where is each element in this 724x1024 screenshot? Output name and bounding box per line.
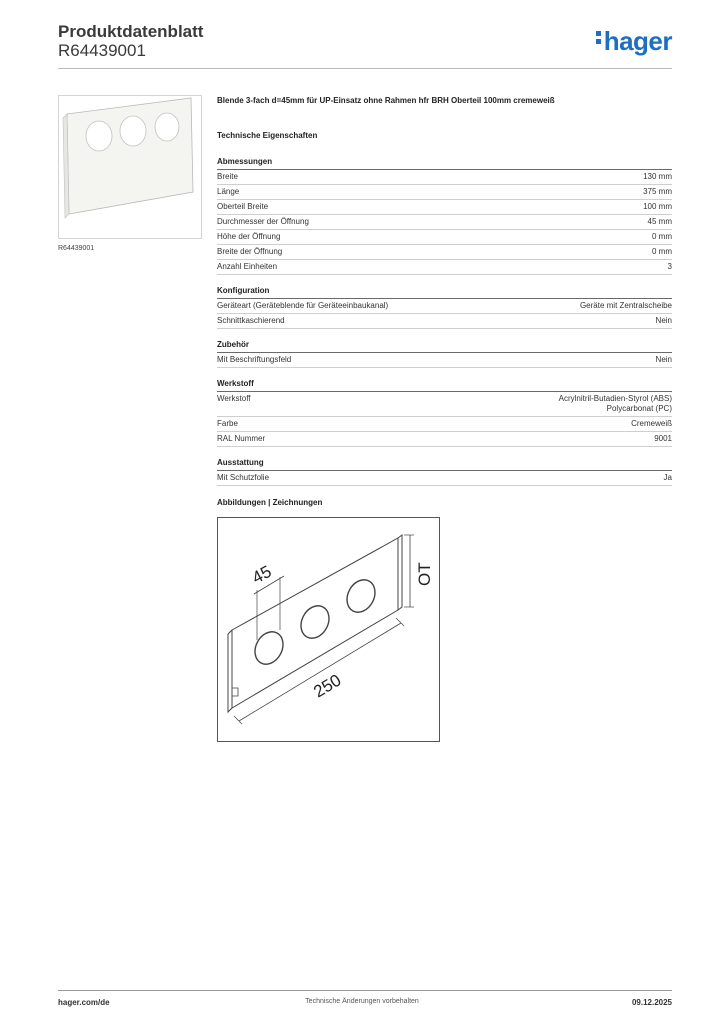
tech-properties-heading: Technische Eigenschaften [217, 131, 318, 140]
property-row [217, 260, 672, 275]
group-dimensions [217, 156, 672, 275]
logo-dots-icon [596, 31, 601, 47]
property-value: 0 mm [652, 232, 672, 241]
property-value: 375 mm [643, 187, 672, 196]
property-label: Breite [217, 172, 238, 181]
product-number: R64439001 [58, 41, 146, 60]
property-label: Oberteil Breite [217, 202, 269, 211]
property-row [217, 170, 672, 185]
property-value: Cremeweiß [631, 419, 672, 428]
property-row [217, 392, 672, 417]
property-row [217, 417, 672, 432]
property-row [217, 314, 672, 329]
property-row [217, 245, 672, 260]
dim-opening-label: 45 [248, 561, 275, 588]
page-header [58, 22, 672, 70]
property-label: Durchmesser der Öffnung [217, 217, 309, 226]
group-equipment [217, 457, 672, 486]
property-row [217, 353, 672, 368]
property-value: 9001 [654, 434, 672, 443]
property-label: Werkstoff [217, 394, 251, 403]
product-image [58, 95, 202, 239]
property-row [217, 299, 672, 314]
property-value: Nein [655, 316, 672, 325]
property-value: 3 [667, 262, 672, 271]
group-title: Werkstoff [217, 378, 672, 392]
property-value-line: Acrylnitril-Butadien-Styrol (ABS) [558, 394, 672, 403]
property-label: Anzahl Einheiten [217, 262, 278, 271]
property-value: 100 mm [643, 202, 672, 211]
group-title: Abmessungen [217, 156, 672, 170]
property-label: Länge [217, 187, 240, 196]
group-title: Konfiguration [217, 285, 672, 299]
footer-date: 09.12.2025 [631, 998, 672, 1007]
property-label: Farbe [217, 419, 238, 428]
group-accessories [217, 339, 672, 368]
property-value: 45 mm [647, 217, 672, 226]
property-value: Geräte mit Zentralscheibe [579, 301, 672, 310]
group-title: Ausstattung [217, 457, 672, 471]
dim-height-label: OT [415, 562, 434, 586]
property-label: RAL Nummer [217, 434, 266, 443]
image-caption: R64439001 [58, 245, 95, 252]
document-title: Produktdatenblatt [58, 22, 204, 41]
technical-drawing [217, 517, 440, 742]
footer-notice: Technische Änderungen vorbehalten [305, 998, 419, 1005]
logo-text: hager [603, 26, 672, 56]
product-details [217, 94, 672, 496]
property-row [217, 230, 672, 245]
property-value: 130 mm [643, 172, 672, 181]
property-label: Höhe der Öffnung [217, 232, 281, 241]
group-title: Zubehör [217, 339, 672, 353]
property-value-line: Polycarbonat (PC) [606, 404, 672, 413]
property-row [217, 215, 672, 230]
property-row [217, 200, 672, 215]
property-value [559, 394, 672, 414]
dim-length-label: 250 [310, 670, 345, 702]
hager-logo [596, 26, 672, 57]
property-row [217, 432, 672, 447]
property-label: Mit Beschriftungsfeld [217, 355, 292, 364]
property-row [217, 471, 672, 486]
property-label: Breite der Öffnung [217, 247, 283, 256]
header-divider [58, 68, 672, 69]
group-configuration [217, 285, 672, 329]
product-title: Blende 3-fach d=45mm für UP-Einsatz ohne Rahmen hfr BRH Oberteil 100mm cremeweiß [217, 96, 555, 105]
property-label: Mit Schutzfolie [217, 473, 270, 482]
product-photo-icon [59, 96, 201, 238]
figures-heading: Abbildungen | Zeichnungen [217, 498, 323, 507]
dimension-drawing [218, 518, 439, 741]
property-value: Nein [655, 355, 672, 364]
footer-website-link[interactable]: hager.com/de [58, 998, 110, 1007]
property-value: Ja [663, 473, 672, 482]
property-label: Schnittkaschierend [217, 316, 285, 325]
property-value: 0 mm [652, 247, 672, 256]
group-material [217, 378, 672, 447]
property-row [217, 185, 672, 200]
property-label: Geräteart (Geräteblende für Geräteeinbaukanal) [217, 301, 389, 310]
footer-divider [58, 990, 672, 991]
